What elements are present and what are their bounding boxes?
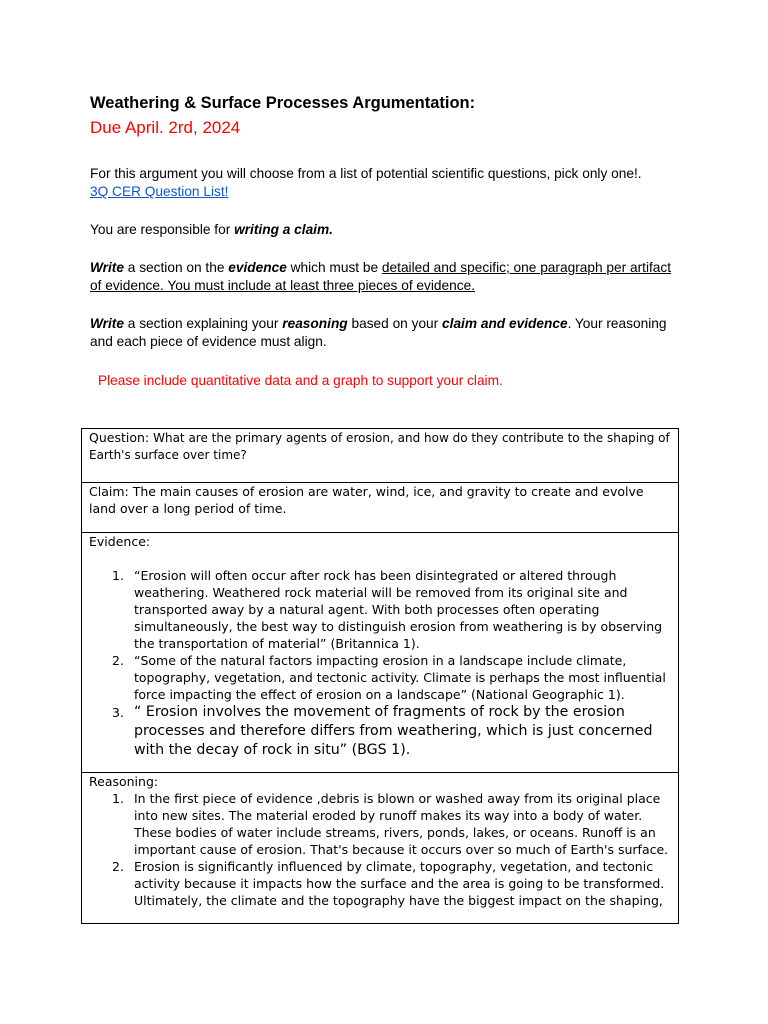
evidence-item-text: “Erosion will often occur after rock has been disintegrated or altered through weathering. Weathered rock material will be removed from its original site and transported away by a natural agent. With both processes often operating simultaneously, the best way to distinguish erosion from weathering is by observing the transportation of material” (Britannica 1). bbox=[134, 568, 663, 651]
claim-row bbox=[82, 483, 679, 533]
reasoning-instruction bbox=[90, 315, 680, 351]
evidence-item-number: 3. bbox=[112, 705, 124, 720]
evidence-item bbox=[89, 703, 671, 760]
evidence-item-number: 2. bbox=[112, 653, 124, 668]
claim-evidence-emphasis: claim and evidence bbox=[442, 316, 568, 331]
claim-instruction-emphasis: writing a claim. bbox=[234, 222, 333, 237]
evidence-instruction-text-1: a section on the bbox=[123, 260, 229, 275]
intro-paragraph bbox=[90, 165, 690, 201]
reasoning-item-number: 2. bbox=[112, 859, 124, 874]
reasoning-cell bbox=[82, 773, 679, 924]
evidence-cell bbox=[82, 533, 679, 773]
claim-instruction-prefix: You are responsible for bbox=[90, 222, 235, 237]
reasoning-instruction-text-1: a section explaining your bbox=[123, 316, 283, 331]
evidence-item bbox=[89, 567, 671, 652]
reasoning-instruction-text-2: based on your bbox=[347, 316, 443, 331]
reasoning-label: Reasoning: bbox=[89, 774, 159, 789]
cer-table bbox=[81, 428, 679, 924]
reasoning-write: Write bbox=[90, 316, 124, 331]
evidence-item-number: 1. bbox=[112, 568, 124, 583]
evidence-instruction bbox=[90, 259, 680, 295]
assignment-title: Weathering & Surface Processes Argumentation: bbox=[90, 94, 476, 112]
reasoning-item bbox=[89, 858, 671, 909]
reasoning-item-text: Erosion is significantly influenced by climate, topography, vegetation, and tectonic activity because it impacts how the surface and the area is going to be transformed. Ultimately, the climate and the topography have the biggest impact on the shaping, bbox=[134, 859, 665, 908]
evidence-label: Evidence: bbox=[89, 534, 151, 549]
evidence-requirements: detailed and specific; one paragraph per artifact of evidence. You must include at least three pieces of evidence. bbox=[90, 260, 672, 293]
evidence-write: Write bbox=[90, 260, 124, 275]
evidence-item-text: “Some of the natural factors impacting erosion in a landscape include climate, topography, vegetation, and tectonic activity. Climate is perhaps the most influential force impacting the effect of erosion on a landscape” (National Geographic 1). bbox=[134, 653, 666, 702]
evidence-list bbox=[89, 567, 671, 760]
evidence-item bbox=[89, 652, 671, 703]
claim-cell: Claim: The main causes of erosion are water, wind, ice, and gravity to create and evolve land over a long period of time. bbox=[82, 483, 679, 533]
evidence-item-text: “ Erosion involves the movement of fragments of rock by the erosion processes and therefore differs from weathering, which is just concerned with the decay of rock in situ” (BGS 1). bbox=[134, 704, 653, 758]
question-label: Question: bbox=[89, 430, 154, 445]
question-row bbox=[82, 429, 679, 483]
reasoning-list bbox=[89, 790, 671, 909]
evidence-instruction-text-2: which must be bbox=[286, 260, 382, 275]
reasoning-row bbox=[82, 773, 679, 924]
evidence-row bbox=[82, 533, 679, 773]
question-list-link[interactable]: 3Q CER Question List! bbox=[90, 184, 229, 199]
question-cell bbox=[82, 429, 679, 483]
claim-instruction bbox=[90, 221, 690, 239]
intro-text: For this argument you will choose from a list of potential scientific questions, pick only one!. bbox=[90, 166, 642, 181]
reasoning-item-number: 1. bbox=[112, 791, 124, 806]
question-text: What are the primary agents of erosion, and how do they contribute to the shaping of Earth's surface over time? bbox=[89, 431, 670, 462]
quantitative-data-note: Please include quantitative data and a graph to support your claim. bbox=[98, 373, 503, 388]
reasoning-instruction-text-3: . Your reasoning and each piece of evidence must align. bbox=[90, 316, 667, 349]
reasoning-item-text: In the first piece of evidence ,debris is blown or washed away from its original place into new sites. The material eroded by runoff makes its way into a body of water. These bodies of water include streams, rivers, ponds, lakes, or oceans. Runoff is an important cause of erosion. That's because it occurs over so much of Earth's surface. bbox=[134, 791, 669, 857]
reasoning-item bbox=[89, 790, 671, 858]
evidence-emphasis: evidence bbox=[228, 260, 287, 275]
reasoning-emphasis: reasoning bbox=[282, 316, 348, 331]
due-date: Due April. 2rd, 2024 bbox=[90, 118, 241, 137]
